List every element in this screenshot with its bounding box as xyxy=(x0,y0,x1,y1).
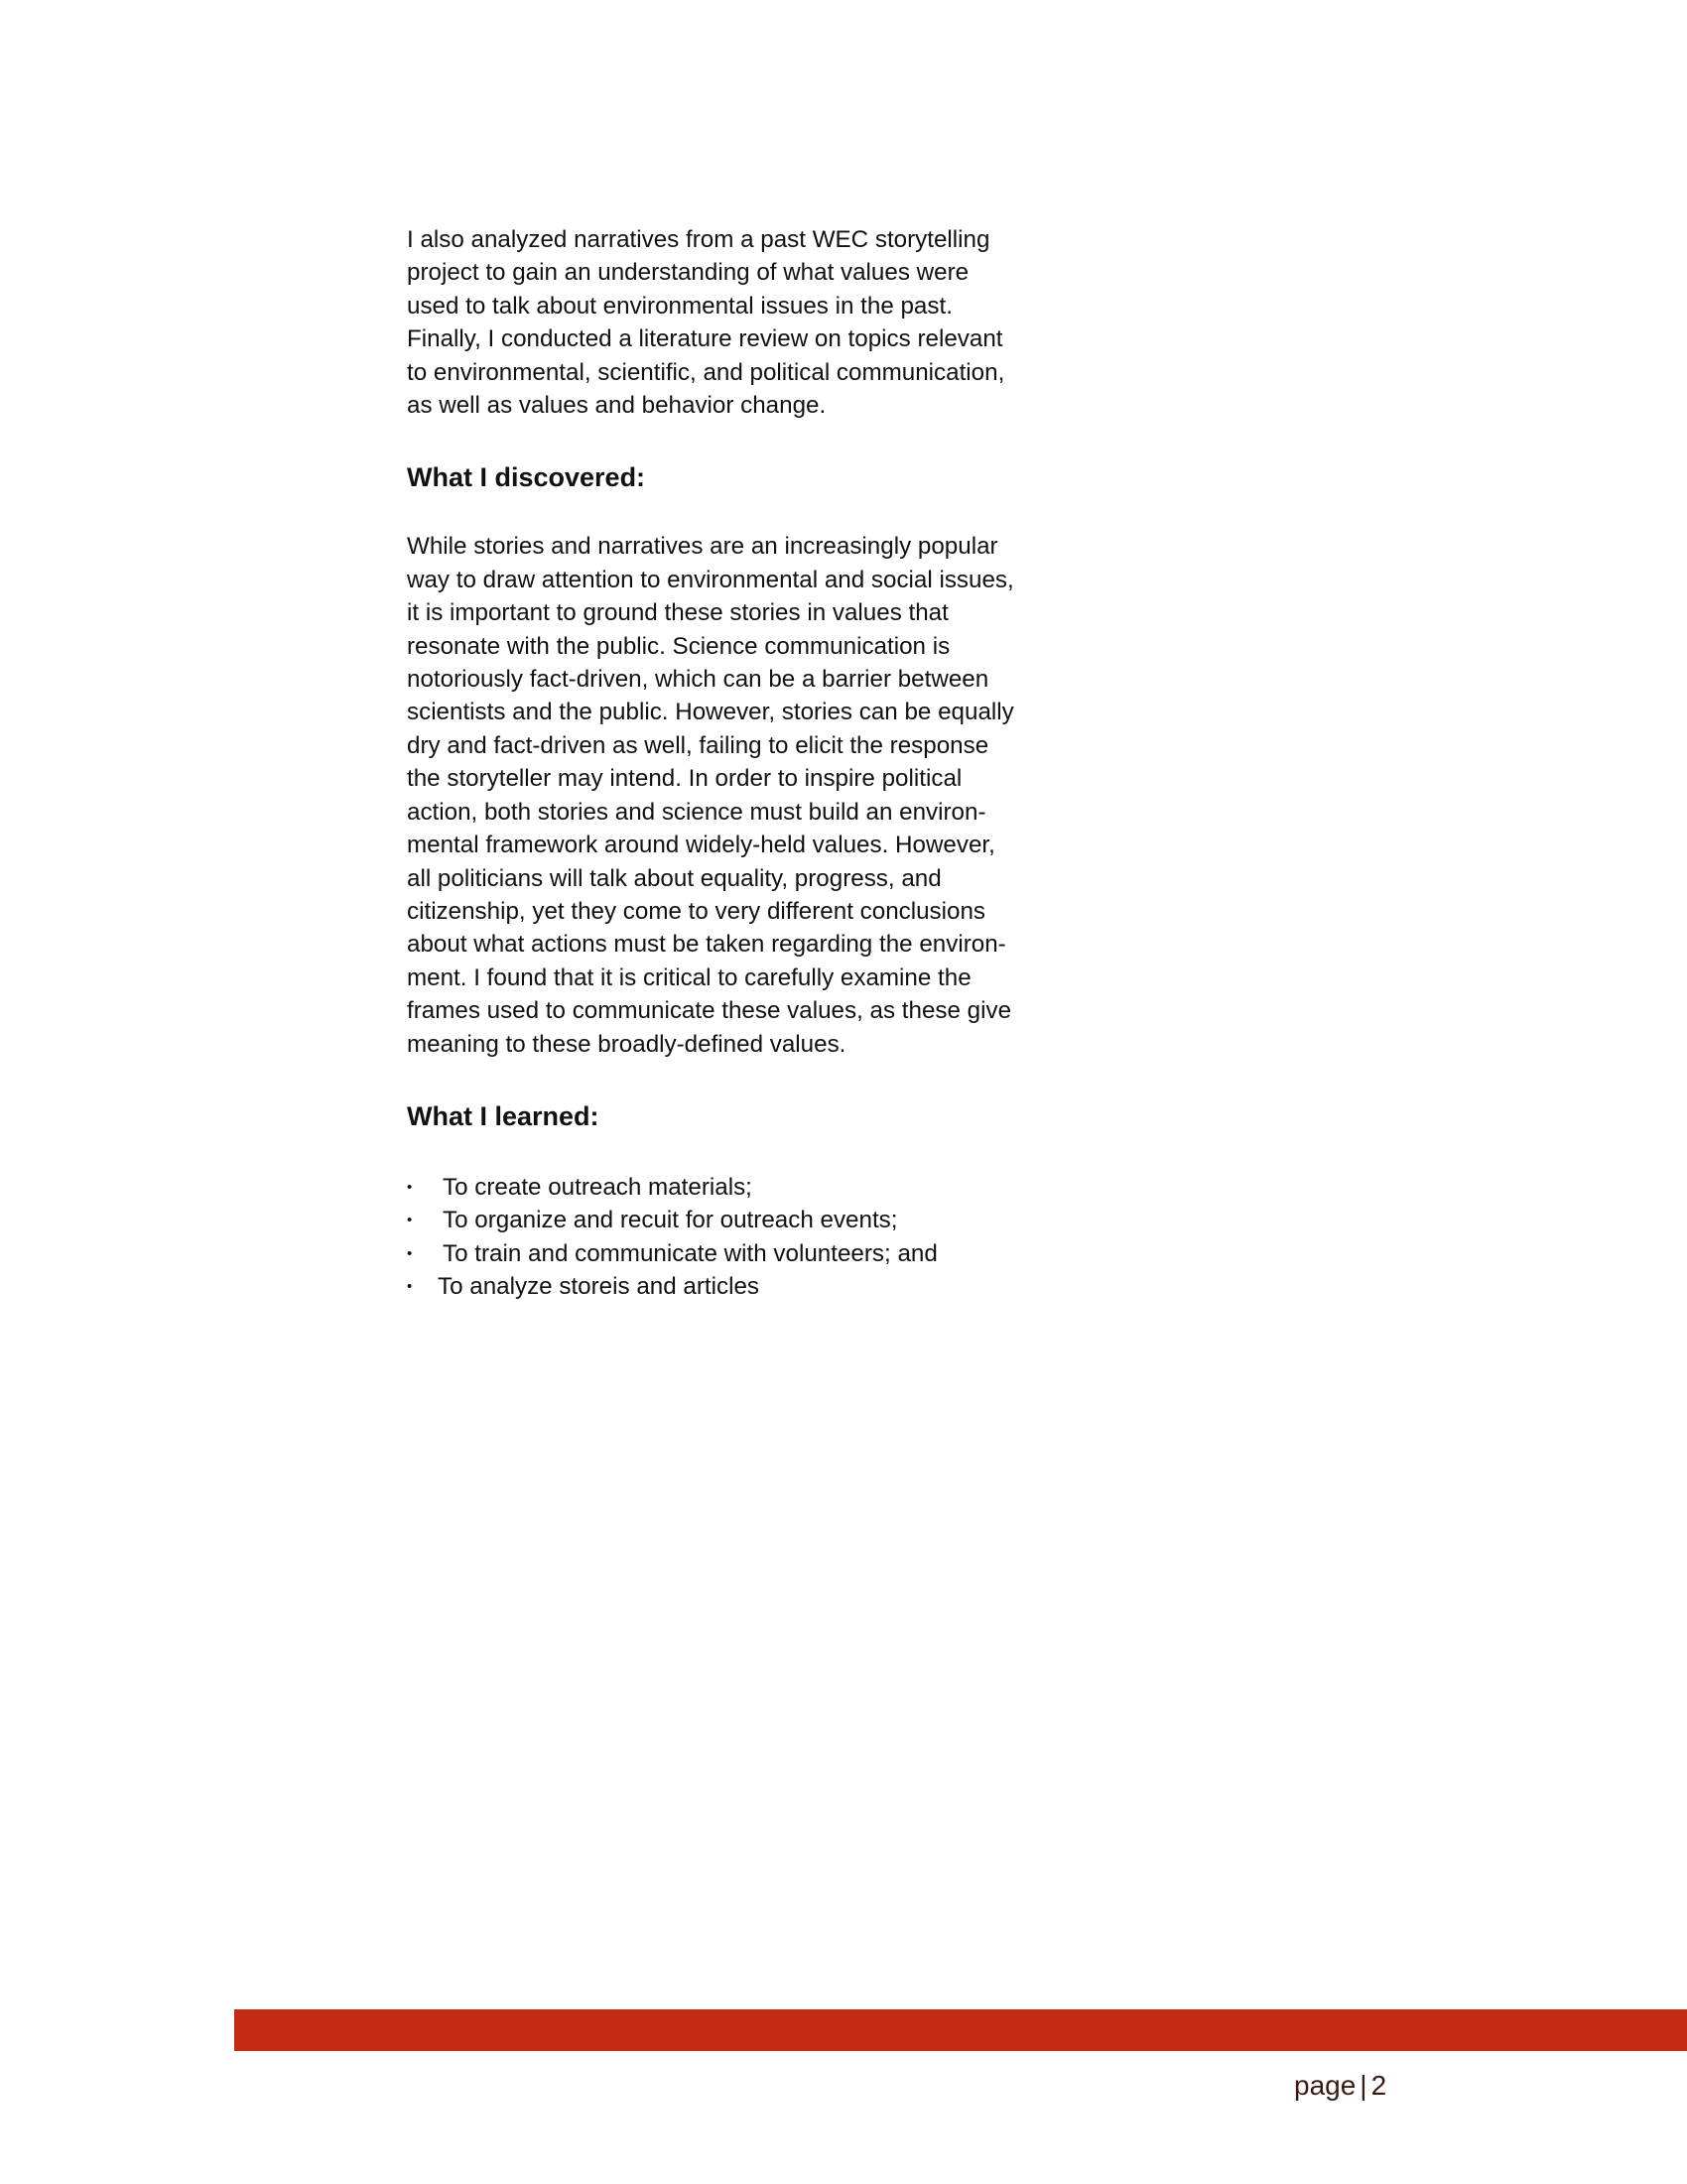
footer-accent-bar xyxy=(234,2009,1687,2051)
page-separator: | xyxy=(1360,2070,1367,2101)
paragraph-line: it is important to ground these stories in values that xyxy=(407,599,949,627)
paragraph-line: meaning to these broadly-defined values. xyxy=(407,1030,846,1058)
page-content xyxy=(407,223,1082,1304)
list-item-text: To analyze storeis and articles xyxy=(438,1273,760,1301)
paragraph-line: all politicians will talk about equality, progress, and xyxy=(407,864,942,892)
paragraph-line: scientists and the public. However, stories can be equally xyxy=(407,699,1014,726)
page-number-value: 2 xyxy=(1370,2070,1387,2101)
list-item xyxy=(407,1237,1082,1270)
paragraph-line: citizenship, yet they come to very different conclusions xyxy=(407,897,986,925)
intro-paragraph xyxy=(407,223,1082,422)
list-item xyxy=(407,1270,1082,1303)
paragraph-line: about what actions must be taken regarding the environ- xyxy=(407,931,1006,959)
paragraph-line: used to talk about environmental issues in the past. xyxy=(407,292,953,320)
paragraph-line: resonate with the public. Science communication is xyxy=(407,632,951,660)
section-heading-learned: What I learned: xyxy=(407,1100,599,1131)
paragraph-line: ment. I found that it is critical to carefully examine the xyxy=(407,964,972,991)
bullet-icon: • xyxy=(407,1178,413,1196)
paragraph-line: While stories and narratives are an increasingly popular xyxy=(407,533,998,561)
paragraph-line: I also analyzed narratives from a past WEC storytelling xyxy=(407,226,990,253)
bullet-icon: • xyxy=(407,1278,413,1296)
section-heading-discovered: What I discovered: xyxy=(407,462,646,493)
list-item-text: To create outreach materials; xyxy=(443,1173,752,1201)
list-item xyxy=(407,1171,1082,1204)
paragraph-line: project to gain an understanding of what values were xyxy=(407,259,970,287)
paragraph-line: the storyteller may intend. In order to inspire political xyxy=(407,765,963,793)
paragraph-line: way to draw attention to environmental and social issues, xyxy=(407,566,1014,593)
paragraph-line: mental framework around widely-held values. However, xyxy=(407,832,995,859)
paragraph-line: dry and fact-driven as well, failing to elicit the response xyxy=(407,731,989,759)
list-item-text: To organize and recuit for outreach events; xyxy=(443,1207,898,1234)
list-item xyxy=(407,1204,1082,1236)
page-number xyxy=(1294,2068,1386,2104)
paragraph-line: Finally, I conducted a literature review on topics relevant xyxy=(407,325,1003,353)
paragraph-line: frames used to communicate these values, as these give xyxy=(407,997,1012,1025)
paragraph-line: as well as values and behavior change. xyxy=(407,392,827,420)
page-label: page xyxy=(1294,2070,1357,2101)
discovered-paragraph xyxy=(407,530,1082,1061)
bullet-icon: • xyxy=(407,1212,413,1229)
paragraph-line: notoriously fact-driven, which can be a barrier between xyxy=(407,666,989,694)
bullet-icon: • xyxy=(407,1244,413,1262)
paragraph-line: action, both stories and science must build an environ- xyxy=(407,798,986,826)
paragraph-line: to environmental, scientific, and political communication, xyxy=(407,358,1005,386)
list-item-text: To train and communicate with volunteers; and xyxy=(443,1239,938,1267)
learned-list xyxy=(407,1171,1082,1304)
